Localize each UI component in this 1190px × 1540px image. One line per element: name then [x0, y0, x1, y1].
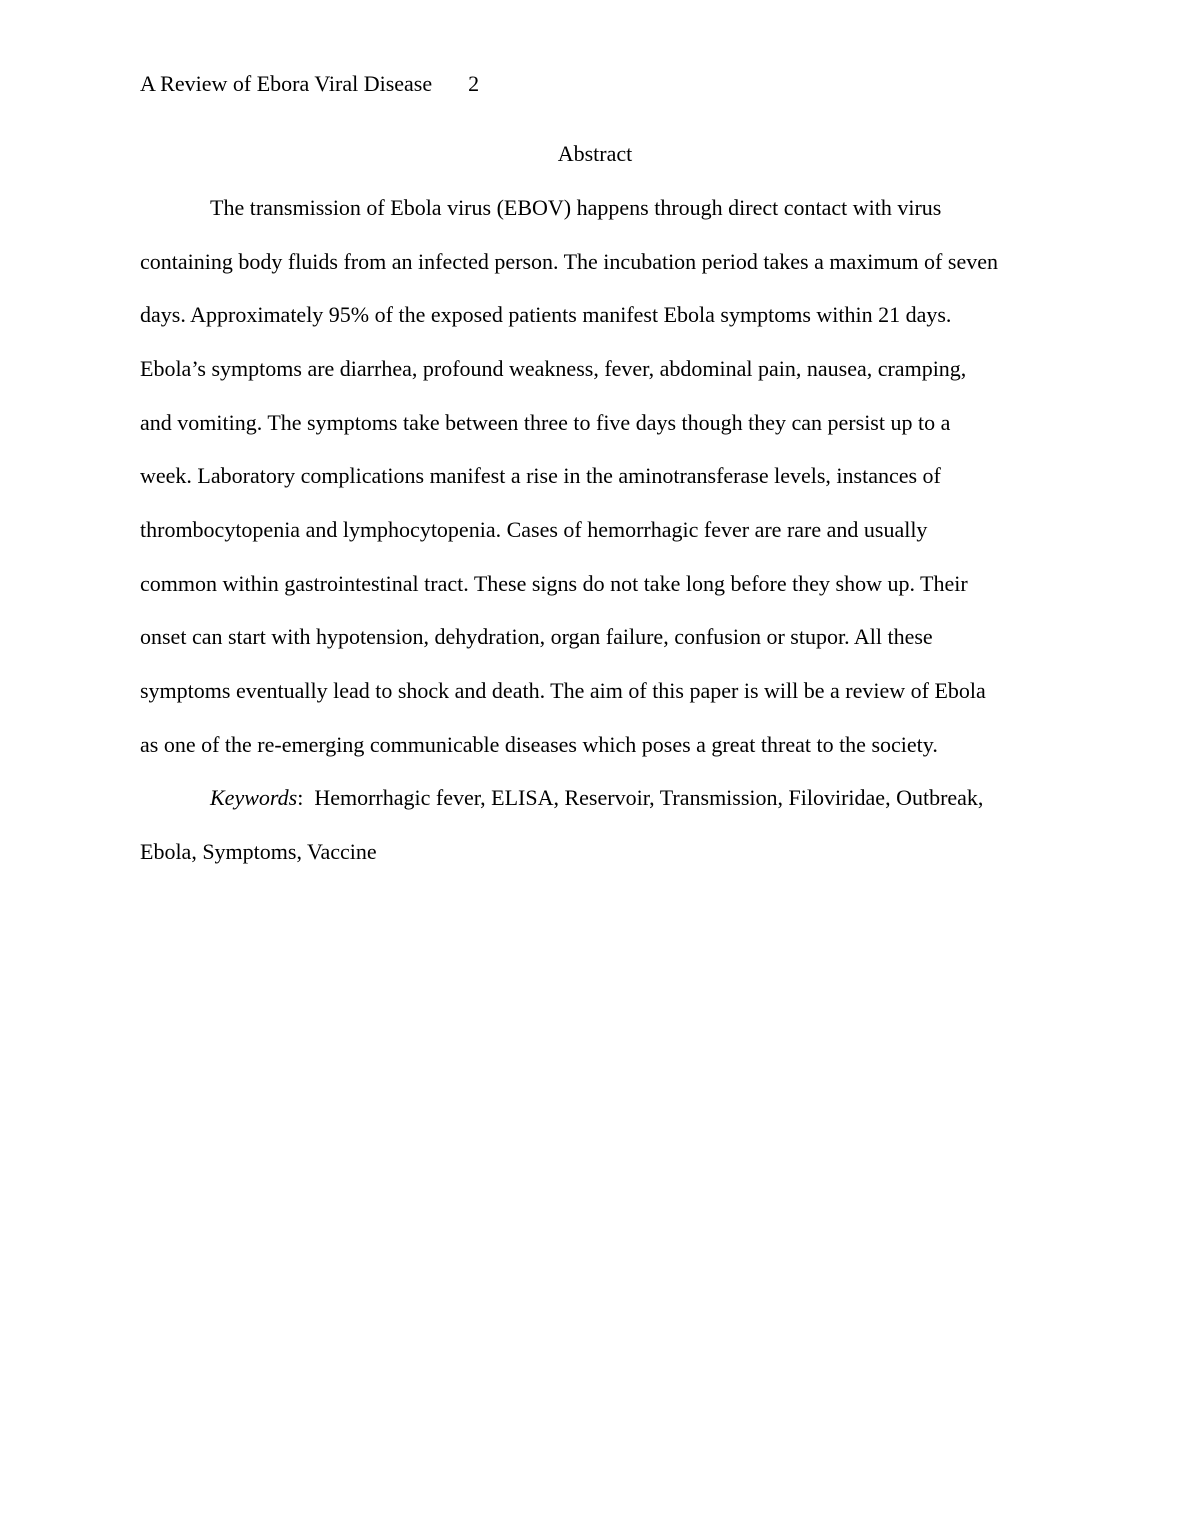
abstract-line: onset can start with hypotension, dehydration, organ failure, confusion or stupor. All these [140, 624, 933, 649]
keywords-list: Hemorrhagic fever, ELISA, Reservoir, Transmission, Filoviridae, Outbreak, [314, 785, 984, 810]
abstract-line: Ebola’s symptoms are diarrhea, profound weakness, fever, abdominal pain, nausea, cramping, [140, 356, 967, 381]
abstract-line: week. Laboratory complications manifest a rise in the aminotransferase levels, instances of [140, 463, 941, 488]
abstract-line: common within gastrointestinal tract. These signs do not take long before they show up. Their [140, 571, 968, 596]
abstract-heading: Abstract [557, 141, 633, 166]
running-head [140, 70, 479, 98]
abstract-line: symptoms eventually lead to shock and death. The aim of this paper is will be a review of Ebola [140, 678, 986, 703]
keywords-line-continued: Ebola, Symptoms, Vaccine [140, 839, 377, 864]
abstract-line: days. Approximately 95% of the exposed patients manifest Ebola symptoms within 21 days. [140, 302, 952, 327]
page-number: 2 [468, 71, 480, 96]
running-title: A Review of Ebora Viral Disease [140, 71, 433, 96]
keywords-line [210, 784, 983, 812]
abstract-line: The transmission of Ebola virus (EBOV) happens through direct contact with virus [210, 195, 942, 220]
abstract-line: and vomiting. The symptoms take between three to five days though they can persist up to a [140, 410, 951, 435]
abstract-line: as one of the re-emerging communicable diseases which poses a great threat to the society. [140, 732, 938, 757]
keywords-label: Keywords [210, 785, 298, 810]
abstract-line: thrombocytopenia and lymphocytopenia. Cases of hemorrhagic fever are rare and usually [140, 517, 928, 542]
keywords-separator: : [297, 785, 315, 810]
abstract-line: containing body fluids from an infected person. The incubation period takes a maximum of seven [140, 249, 998, 274]
